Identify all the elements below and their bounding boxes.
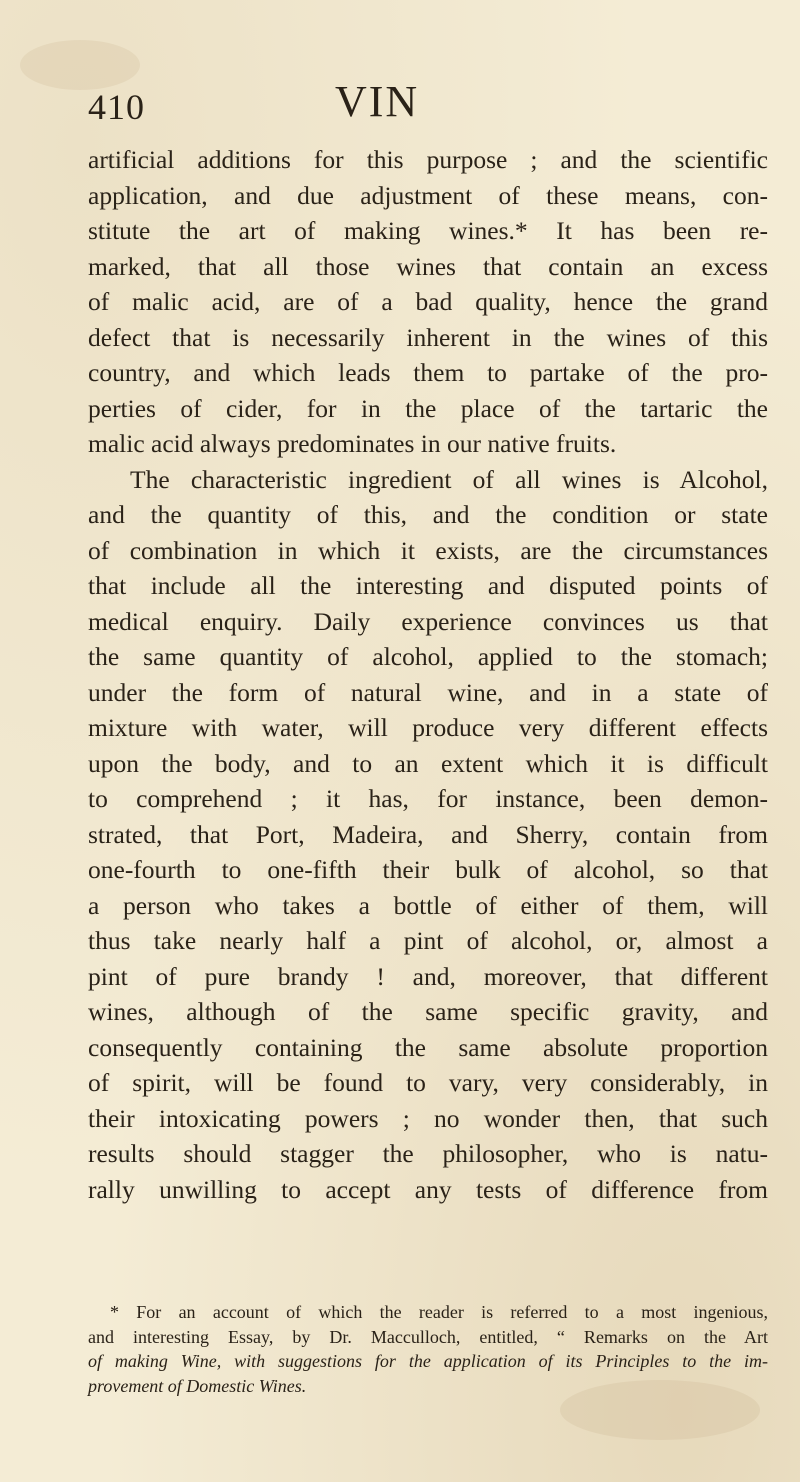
text-line: that include all the interesting and disputed points of (88, 571, 768, 600)
text-line: malic acid always predominates in our native fruits. (88, 429, 617, 458)
text-line: of combination in which it exists, are the circumstances (88, 535, 768, 565)
text-line: one-fourth to one-fifth their bulk of alcohol, so that (88, 855, 768, 884)
running-head: VIN (335, 77, 420, 126)
text-line: under the form of natural wine, and in a state of (88, 677, 768, 707)
text-line: a person who takes a bottle of either of them, will (88, 890, 768, 920)
text-line: rally unwilling to accept any tests of difference from (88, 1174, 768, 1204)
text-line: consequently containing the same absolute proportion (88, 1032, 768, 1062)
text-line: wines, although of the same specific gravity, and (88, 997, 768, 1026)
text-line: The characteristic ingredient of all wines is Alcohol, (130, 464, 768, 494)
text-line: and the quantity of this, and the condition or state (88, 500, 768, 529)
text-line: stitute the art of making wines.* It has been re- (88, 216, 768, 245)
footnote-line: and interesting Essay, by Dr. Macculloch, entitled, “ Remarks on the Art (88, 1326, 768, 1347)
body-text (88, 142, 768, 1207)
text-line: their intoxicating powers ; no wonder then, that such (88, 1103, 768, 1133)
text-line: application, and due adjustment of these means, con- (88, 180, 768, 210)
text-line: mixture with water, will produce very different effects (88, 713, 768, 742)
text-line: artificial additions for this purpose ; and the scientific (88, 145, 768, 174)
text-line: defect that is necessarily inherent in the wines of this (88, 322, 768, 352)
text-line: the same quantity of alcohol, applied to the stomach; (88, 642, 768, 671)
text-line: marked, that all those wines that contain an excess (88, 251, 768, 281)
text-line: medical enquiry. Daily experience convinces us that (88, 606, 768, 636)
text-line: strated, that Port, Madeira, and Sherry, contain from (88, 819, 768, 849)
text-line: perties of cider, for in the place of the tartaric the (88, 393, 768, 423)
text-line: upon the body, and to an extent which it is difficult (88, 748, 768, 778)
text-line: thus take nearly half a pint of alcohol, or, almost a (88, 926, 768, 955)
text-line: pint of pure brandy ! and, moreover, that different (88, 961, 768, 991)
footnote-line: of making Wine, with suggestions for the application of its Principles to the im- (88, 1351, 768, 1371)
text-line: of malic acid, are of a bad quality, hence the grand (88, 287, 768, 316)
footnote-line: provement of Domestic Wines. (88, 1375, 307, 1396)
footnote-line: * For an account of which the reader is referred to a most ingenious, (110, 1302, 768, 1322)
text-line: results should stagger the philosopher, who is natu- (88, 1139, 768, 1168)
text-line: country, and which leads them to partake of the pro- (88, 358, 768, 387)
footnote (88, 1300, 768, 1398)
paper-stain (20, 40, 140, 90)
text-line: of spirit, will be found to vary, very considerably, in (88, 1068, 768, 1097)
page-number: 410 (88, 87, 145, 127)
text-line: to comprehend ; it has, for instance, been demon- (88, 784, 768, 813)
